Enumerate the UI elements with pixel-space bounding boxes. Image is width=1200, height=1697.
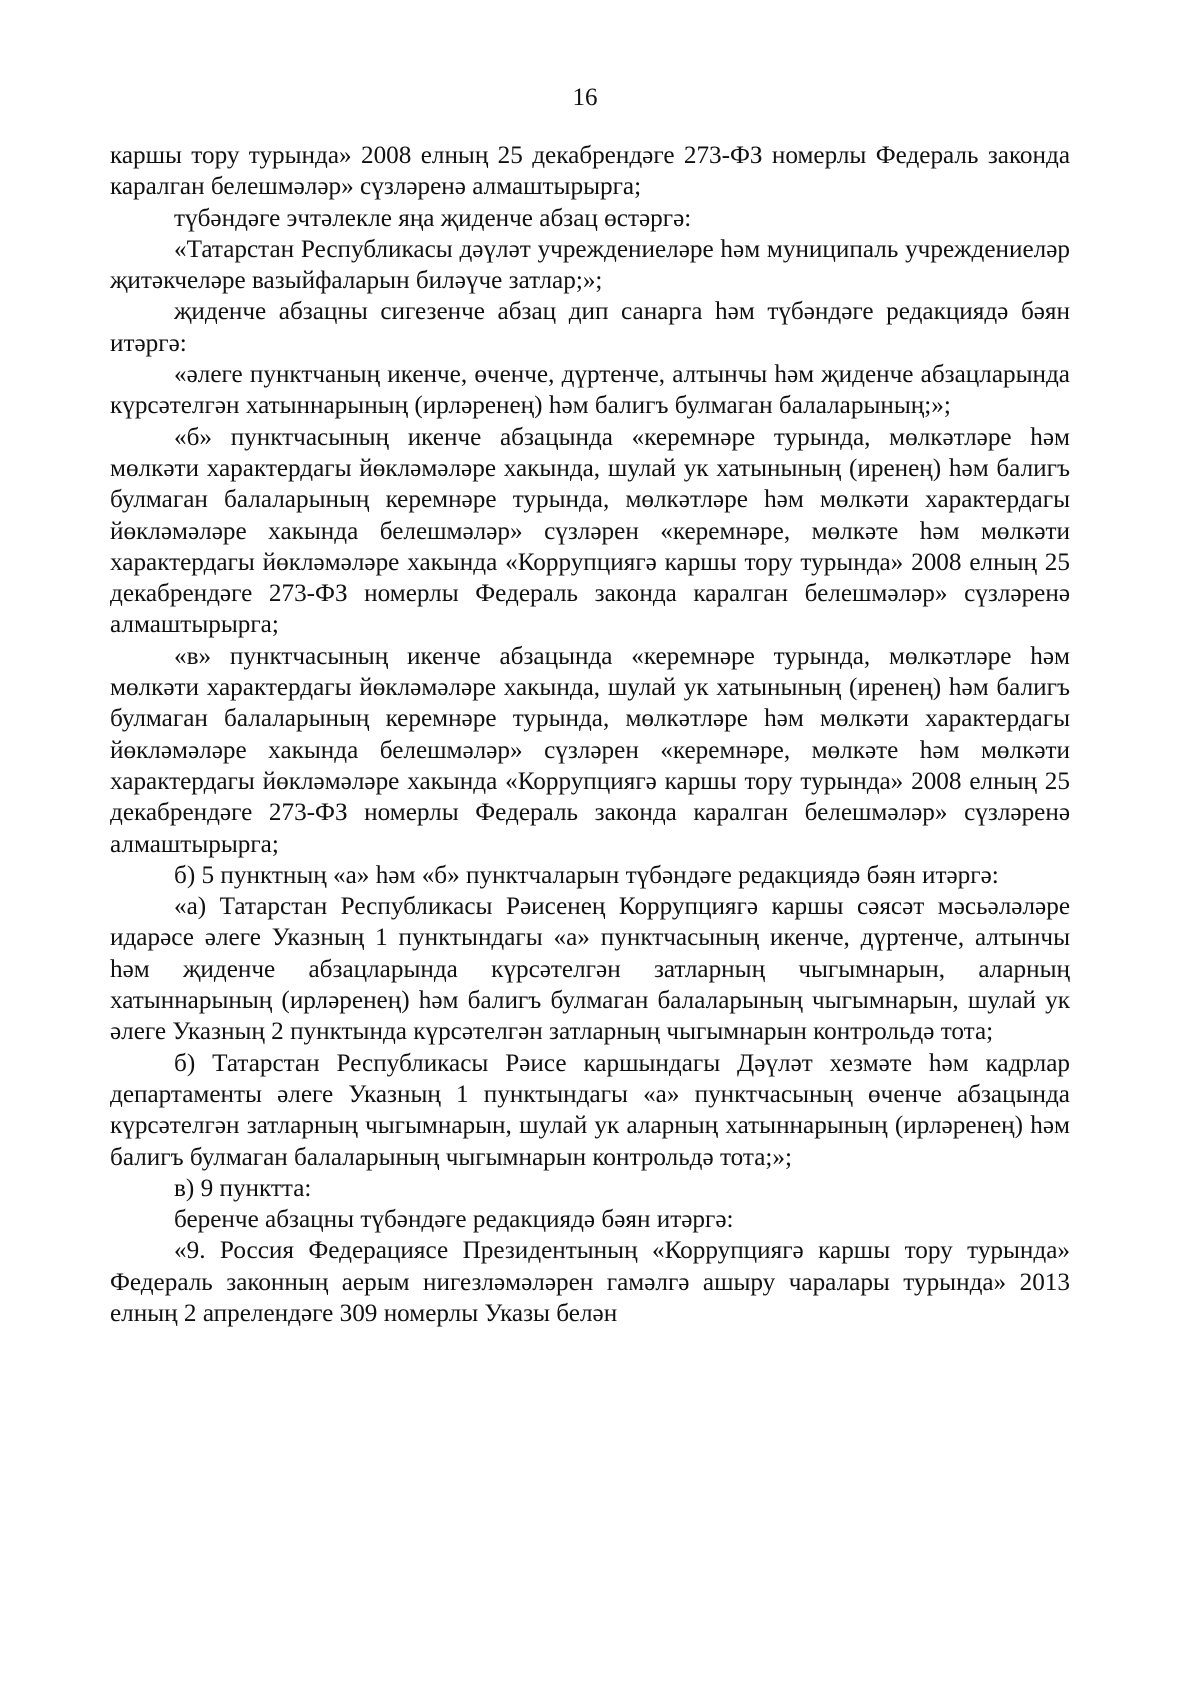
paragraph: в) 9 пунктта: [174,1174,312,1202]
page-number: 16 [572,84,598,111]
paragraph: «б» пунктчасының икенче абзацында «керемнәре турында, мөлкәтләре һәм мөлкәти характердагы йөкләмәләре хакында, шулай ук хатынының (иренең) һәм балигъ булмаган балаларының керемнәре турында, мөлкәтләре һәм мөлкәти характердагы йөкләмәләре хакында белешмәләр» сүзләрен «керемнәре, мөлкәте һәм мөлкәти характердагы йөкләмәләре хакында «Коррупциягә каршы тору турында» 2008 елның 25 декабрендәге 273-ФЗ номерлы Федераль законда каралган белешмәләр» сүзләренә алмаштырырга; [110,423,1070,639]
paragraph: «әлеге пунктчаның икенче, өченче, дүртенче, алтынчы һәм җиденче абзацларында күрсәтелгән хатыннарының (ирләренең) һәм балигъ булмаган балаларының;»; [110,361,1070,420]
paragraph: «а) Татарстан Республикасы Рәисенең Коррупциягә каршы сәясәт мәсьәләләре идарәсе әлеге Указның 1 пунктындагы «а» пунктчасының икенче, дүртенче, алтынчы һәм җиденче абзацларында күрсәтелгән затларның чыгымнарын, аларның хатыннарының (ирләренең) һәм балигъ булмаган балаларының чыгымнарын, шулай ук әлеге Указның 2 пунктында күрсәтелгән затларның чыгымнарын контрольдә тота; [110,893,1070,1046]
paragraph: «Татарстан Республикасы дәүләт учреждениеләре һәм муниципаль учреждениеләр җитәкчеләре вазыйфаларын биләүче затлар;»; [110,235,1070,295]
paragraph: каршы тору турында» 2008 елның 25 декабрендәге 273-ФЗ номерлы Федераль законда каралган белешмәләр» сүзләренә алмаштырырга; [110,142,1070,201]
paragraph: беренче абзацны түбәндәге редакциядә бәян итәргә: [174,1206,734,1234]
paragraph: җиденче абзацны сигезенче абзац дип санарга һәм түбәндәге редакциядә бәян итәргә: [110,298,1070,357]
paragraph: б) 5 пунктның «а» һәм «б» пунктчаларын түбәндәге редакциядә бәян итәргә: [174,861,999,889]
paragraph: «в» пунктчасының икенче абзацында «керемнәре турында, мөлкәтләре һәм мөлкәти характердагы йөкләмәләре хакында, шулай ук хатынының (иренең) һәм балигъ булмаган балаларының керемнәре турында, мөлкәтләре һәм мөлкәти характердагы йөкләмәләре хакында белешмәләр» сүзләрен «керемнәре, мөлкәте һәм мөлкәти характердагы йөкләмәләре хакында «Коррупциягә каршы тору турында» 2008 елның 25 декабрендәге 273-ФЗ номерлы Федераль законда каралган белешмәләр» сүзләренә алмаштырырга; [110,642,1070,858]
paragraph: түбәндәге эчтәлекле яңа җиденче абзац өстәргә: [174,204,692,232]
paragraph: б) Татарстан Республикасы Рәисе каршындагы Дәүләт хезмәте һәм кадрлар департаменты әлеге Указның 1 пунктындагы «а» пунктчасының өченче абзацында күрсәтелгән затларның чыгымнарын, шулай ук аларның хатыннарының (ирләренең) һәм балигъ булмаган балаларының чыгымнарын контрольдә тота;»; [110,1049,1070,1171]
paragraph: «9. Россия Федерациясе Президентының «Коррупциягә каршы тору турында» Федераль законның аерым нигезләмәләрен гамәлгә ашыру чаралары турында» 2013 елның 2 апрелендәге 309 номерлы Указы белән [110,1237,1070,1327]
document-body [110,140,1070,1329]
